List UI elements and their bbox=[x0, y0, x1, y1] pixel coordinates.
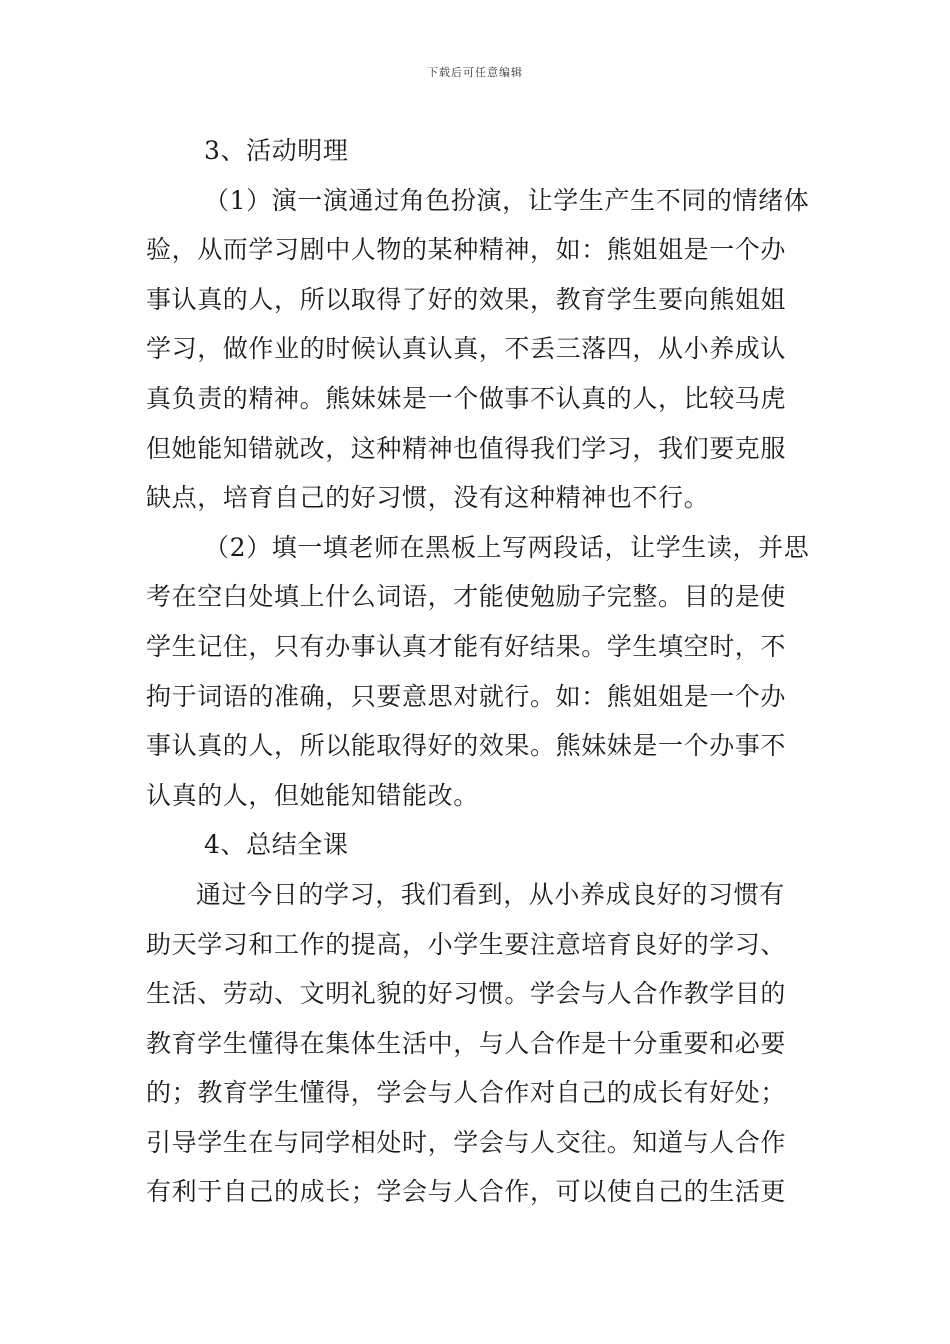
paragraph-line: （2）填一填老师在黑板上写两段话，让学生读，并思 bbox=[204, 532, 810, 562]
paragraph-line: 缺点，培育自己的好习惯，没有这种精神也不行。 bbox=[146, 483, 710, 513]
paragraph-line: 助天学习和工作的提高，小学生要注意培育良好的学习、 bbox=[146, 929, 787, 959]
paragraph-line: 通过今日的学习，我们看到，从小养成良好的习惯有 bbox=[196, 879, 785, 909]
section-heading: 3、活动明理 bbox=[204, 136, 349, 165]
paragraph-line: 真负责的精神。熊妹妹是一个做事不认真的人，比较马虎 bbox=[146, 383, 787, 413]
paragraph-line: 的；教育学生懂得，学会与人合作对自己的成长有好处； bbox=[146, 1078, 787, 1108]
paragraph-line: 生活、劳动、文明礼貌的好习惯。学会与人合作教学目的 bbox=[146, 979, 787, 1009]
page-header: 下载后可任意编辑 bbox=[427, 66, 523, 79]
paragraph-line: 认真的人，但她能知错能改。 bbox=[146, 780, 479, 810]
paragraph-line: 验，从而学习剧中人物的某种精神，如：熊姐姐是一个办 bbox=[146, 235, 787, 265]
paragraph-line: 事认真的人，所以取得了好的效果，教育学生要向熊姐姐 bbox=[146, 284, 787, 314]
document-body bbox=[146, 126, 808, 1217]
paragraph-line: 考在空白处填上什么词语，才能使勉励子完整。目的是使 bbox=[146, 582, 787, 612]
paragraph-line: 引导学生在与同学相处时，学会与人交往。知道与人合作 bbox=[146, 1127, 787, 1157]
paragraph-line: 但她能知错就改，这种精神也值得我们学习，我们要克服 bbox=[146, 433, 787, 463]
paragraph-line: 教育学生懂得在集体生活中，与人合作是十分重要和必要 bbox=[146, 1028, 787, 1058]
paragraph-line: 拘于词语的准确，只要意思对就行。如：熊姐姐是一个办 bbox=[146, 681, 787, 711]
section-heading: 4、总结全课 bbox=[204, 830, 349, 860]
paragraph-line: 学习，做作业的时候认真认真，不丢三落四，从小养成认 bbox=[146, 334, 787, 364]
paragraph-line: （1）演一演通过角色扮演，让学生产生不同的情绪体 bbox=[204, 185, 810, 215]
paragraph-line: 事认真的人，所以能取得好的效果。熊妹妹是一个办事不 bbox=[146, 731, 787, 761]
paragraph-line: 有利于自己的成长；学会与人合作，可以使自己的生活更 bbox=[146, 1177, 787, 1207]
paragraph-line: 学生记住，只有办事认真才能有好结果。学生填空时，不 bbox=[146, 631, 787, 661]
